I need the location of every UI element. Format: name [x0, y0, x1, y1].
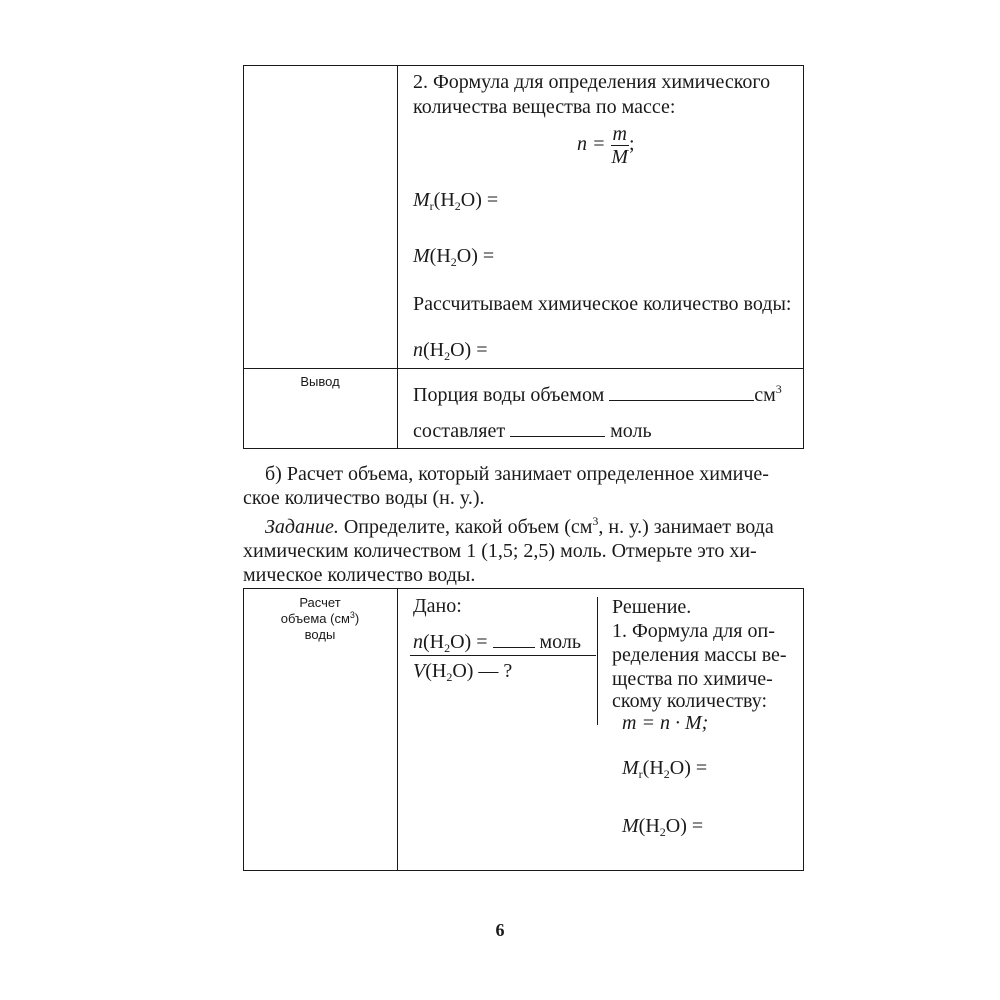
formula-fraction	[611, 123, 629, 168]
task-line2: химическим количеством 1 (1,5; 2,5) моль. Отмерьте это хи-	[243, 540, 757, 562]
mass-formula-2: m = n · M;	[622, 712, 709, 734]
table-2-column-divider	[397, 588, 398, 871]
amount-blank[interactable]	[510, 420, 605, 437]
volume-blank[interactable]	[609, 384, 754, 401]
conclusion-line1: Порция воды объемом $см^3$	[413, 382, 782, 406]
calc-text: Рассчитываем химическое количество воды:	[413, 293, 792, 315]
table-1-row-divider	[243, 368, 804, 369]
formula-numerator: m	[612, 122, 627, 145]
given-amount-blank[interactable]	[493, 631, 535, 648]
formula-lhs: n =	[577, 133, 611, 155]
solution-line1: 1. Формула для оп-	[612, 620, 775, 642]
conclusion-line2: составляет моль	[413, 420, 652, 442]
given-solution-divider	[597, 597, 598, 725]
formula-title-line2: количества вещества по массе:	[413, 96, 676, 118]
section-b-heading-line1: б) Расчет объема, который занимает определенное химиче-	[265, 463, 769, 485]
section-b-heading-line2: ское количество воды (н. у.).	[243, 487, 485, 509]
conclusion-label: Вывод	[300, 374, 340, 389]
given-amount: $n(H_2O)$ = моль	[413, 631, 581, 655]
table-2-left-label: Расчет объема $(см^3)$ воды	[280, 595, 360, 642]
mass-formula	[577, 120, 635, 168]
task	[243, 515, 805, 587]
given-find-divider	[410, 655, 596, 656]
task-label: Задание.	[265, 516, 339, 538]
task-line1: Задание. Определите, какой объем ($см^3$, н. у.) занимает вода	[265, 514, 774, 538]
given-title: Дано:	[413, 595, 462, 617]
molar-mass-water-2: $M(H_2O)$ =	[622, 815, 704, 839]
page-number: 6	[495, 920, 505, 940]
relative-molar-mass-water: $M_r(H_2O)$ =	[413, 189, 499, 213]
amount-water: $n(H_2O)$ =	[413, 339, 488, 363]
find-volume: $V(H_2O)$ — ?	[413, 660, 513, 684]
molar-mass-water: $M(H_2O)$ =	[413, 245, 495, 269]
solution-line2: ределения массы ве-	[612, 644, 787, 666]
formula-denominator: M	[611, 145, 629, 168]
relative-molar-mass-water-2: $M_r(H_2O)$ =	[622, 757, 708, 781]
section-b-heading	[243, 462, 805, 510]
solution-line4: скому количеству:	[612, 690, 768, 712]
task-line3: мическое количество воды.	[243, 564, 476, 586]
formula-title-line1: 2. Формула для определения химического	[413, 71, 771, 93]
solution-title: Решение.	[612, 596, 692, 618]
table-1-column-divider	[397, 65, 398, 449]
solution-line3: щества по химиче-	[612, 668, 773, 690]
formula-end: ;	[628, 133, 635, 155]
